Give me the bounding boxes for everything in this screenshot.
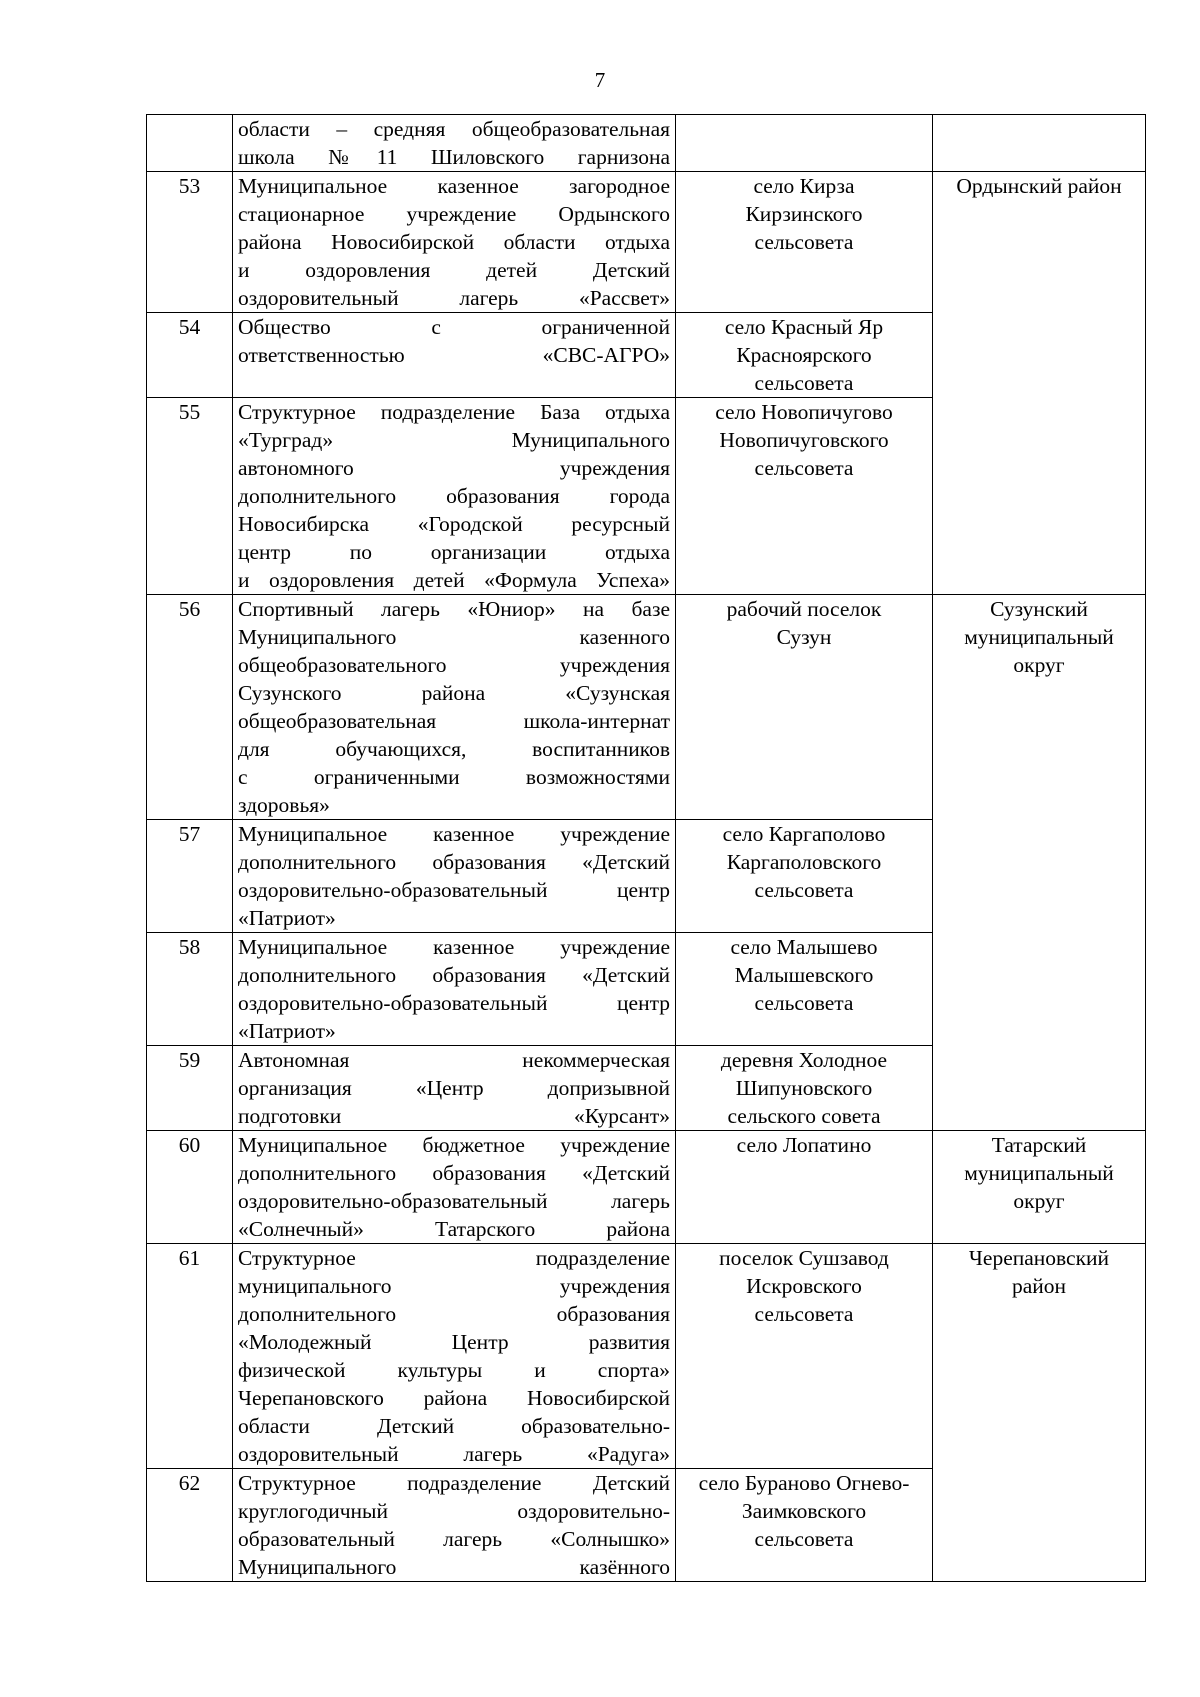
district: Черепановский район (933, 1244, 1146, 1582)
table-row (147, 172, 1146, 313)
page-number: 7 (594, 68, 606, 92)
district: Сузунский муниципальный округ (933, 595, 1146, 1131)
settlement: село Лопатино (676, 1131, 933, 1244)
district: Татарский муниципальный округ (933, 1131, 1146, 1244)
table-row (147, 115, 1146, 172)
row-number: 58 (147, 933, 233, 1046)
organization-name: Муниципальное казенное загородное стационарное учреждение Ордынского района Новосибирской области отдыха и оздоровления детей Детский оздоровительный лагерь «Рассвет» (233, 172, 676, 313)
row-number (147, 115, 233, 172)
organization-name: Спортивный лагерь «Юниор» на базе Муниципального казенного общеобразовательного учреждения Сузунского района «Сузунская общеобразовательная школа-интернат для обучающихся, воспитанников с ограниченными возможностями здоровья» (233, 595, 676, 820)
organization-name: Структурное подразделение База отдыха «Турград» Муниципального автономного учреждения дополнительного образования города Новосибирска «Городской ресурсный центр по организации отдыха и оздоровления детей «Формула Успеха» (233, 398, 676, 595)
organization-name: Структурное подразделение муниципального учреждения дополнительного образования «Молодежный Центр развития физической культуры и спорта» Черепановского района Новосибирской области Детский образовательно- оздоровительный лагерь «Радуга» (233, 1244, 676, 1469)
table-row (147, 1131, 1146, 1244)
settlement: поселок Сушзавод Искровского сельсовета (676, 1244, 933, 1469)
settlement: рабочий поселок Сузун (676, 595, 933, 820)
organization-name: Структурное подразделение Детский круглогодичный оздоровительно- образовательный лагерь «Солнышко» Муниципального казённого (233, 1469, 676, 1582)
row-number: 53 (147, 172, 233, 313)
row-number: 60 (147, 1131, 233, 1244)
organization-name: Общество с ограниченной ответственностью «СВС-АГРО» (233, 313, 676, 398)
row-number: 61 (147, 1244, 233, 1469)
district (933, 115, 1146, 172)
organization-name: области – средняя общеобразовательная школа №11 Шиловского гарнизона (233, 115, 676, 172)
table-row (147, 1244, 1146, 1469)
settlement: село Бураново Огнево- Заимковского сельсовета (676, 1469, 933, 1582)
settlement: село Кирза Кирзинского сельсовета (676, 172, 933, 313)
settlement (676, 115, 933, 172)
organization-name: Муниципальное бюджетное учреждение дополнительного образования «Детский оздоровительно-образовательный лагерь «Солнечный» Татарского района (233, 1131, 676, 1244)
organization-name: Автономная некоммерческая организация «Центр допризывной подготовки «Курсант» (233, 1046, 676, 1131)
settlement: село Красный Яр Красноярского сельсовета (676, 313, 933, 398)
settlement: село Каргаполово Каргаполовского сельсовета (676, 820, 933, 933)
row-number: 57 (147, 820, 233, 933)
camps-table (146, 114, 1146, 1582)
row-number: 56 (147, 595, 233, 820)
settlement: село Новопичугово Новопичуговского сельсовета (676, 398, 933, 595)
row-number: 54 (147, 313, 233, 398)
row-number: 62 (147, 1469, 233, 1582)
organization-name: Муниципальное казенное учреждение дополнительного образования «Детский оздоровительно-образовательный центр «Патриот» (233, 933, 676, 1046)
settlement: деревня Холодное Шипуновского сельского совета (676, 1046, 933, 1131)
district: Ордынский район (933, 172, 1146, 595)
table-row (147, 595, 1146, 820)
organization-name: Муниципальное казенное учреждение дополнительного образования «Детский оздоровительно-образовательный центр «Патриот» (233, 820, 676, 933)
row-number: 55 (147, 398, 233, 595)
row-number: 59 (147, 1046, 233, 1131)
settlement: село Малышево Малышевского сельсовета (676, 933, 933, 1046)
